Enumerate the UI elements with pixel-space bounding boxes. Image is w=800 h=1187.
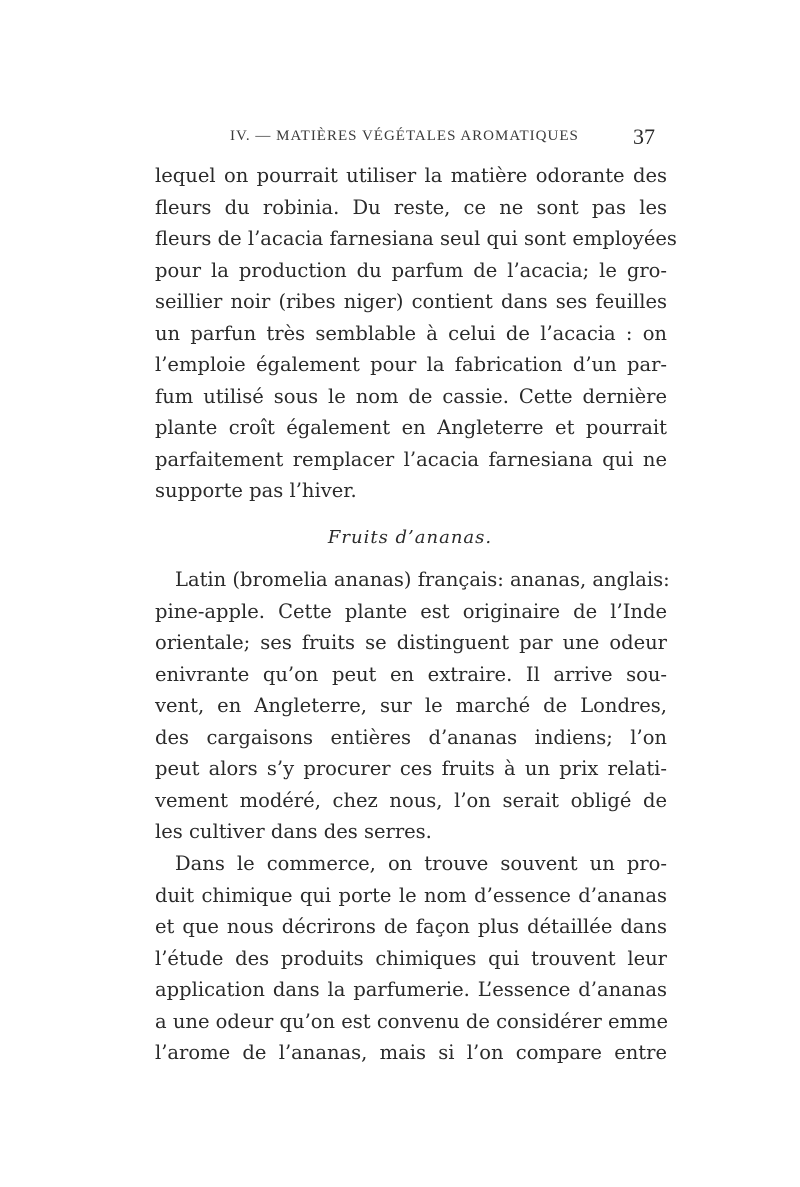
text-line: a une odeur qu’on est convenu de considérer emme — [155, 1009, 669, 1033]
running-head — [150, 124, 655, 150]
section-title: Fruits d’ananas. — [327, 527, 493, 548]
text-line: orientale; ses fruits se distinguent par une odeur — [155, 631, 667, 654]
paragraph-essence — [155, 848, 667, 1069]
text-line: les cultiver dans des serres. — [155, 820, 432, 843]
text-line: peut alors s’y procurer ces fruits à un prix relati- — [155, 757, 667, 780]
text-line: fleurs de l’acacia farnesiana seul qui sont employées — [155, 227, 677, 250]
running-title: IV. — MATIÈRES VÉGÉTALES AROMATIQUES — [230, 128, 579, 144]
text-line: seillier noir (ribes niger) contient dans ses feuilles — [155, 290, 667, 313]
text-line: enivrante qu’on peut en extraire. Il arrive sou- — [155, 662, 667, 686]
text-line: l’étude des produits chimiques qui trouvent leur — [155, 946, 667, 970]
text-line: lequel on pourrait utiliser la matière odorante des — [155, 164, 667, 187]
text-line: parfaitement remplacer l’acacia farnesiana qui ne — [155, 447, 667, 471]
text-line: Latin (bromelia ananas) français: ananas, anglais: — [175, 568, 670, 591]
text-line: duit chimique qui porte le nom d’essence d’ananas — [155, 883, 667, 907]
text-line: l’emploie également pour la fabrication d’un par- — [155, 353, 667, 376]
text-line: et que nous décrirons de façon plus détaillée dans — [155, 915, 667, 938]
text-line: supporte pas l’hiver. — [155, 479, 357, 502]
text-line: des cargaisons entières d’ananas indiens; l’on — [155, 725, 667, 749]
text-line: Dans le commerce, on trouve souvent un pro- — [175, 852, 667, 875]
text-line: l’arome de l’ananas, mais si l’on compare entre — [155, 1041, 667, 1064]
page-number: 37 — [633, 124, 655, 149]
text-line: vent, en Angleterre, sur le marché de Londres, — [155, 694, 667, 717]
paragraph-robinia — [155, 160, 677, 507]
text-line: plante croît également en Angleterre et pourrait — [155, 416, 667, 439]
text-line: fum utilisé sous le nom de cassie. Cette dernière — [155, 384, 667, 408]
text-line: un parfun très semblable à celui de l’acacia : on — [155, 321, 667, 345]
text-line: vement modéré, chez nous, l’on serait obligé de — [155, 788, 667, 812]
text-line: application dans la parfumerie. L’essence d’ananas — [155, 978, 667, 1001]
text-line: pine-apple. Cette plante est originaire de l’Inde — [155, 599, 667, 623]
paragraph-ananas-intro — [155, 564, 670, 848]
text-line: fleurs du robinia. Du reste, ce ne sont pas les — [155, 195, 667, 219]
text-line: pour la production du parfum de l’acacia; le gro- — [155, 258, 667, 282]
